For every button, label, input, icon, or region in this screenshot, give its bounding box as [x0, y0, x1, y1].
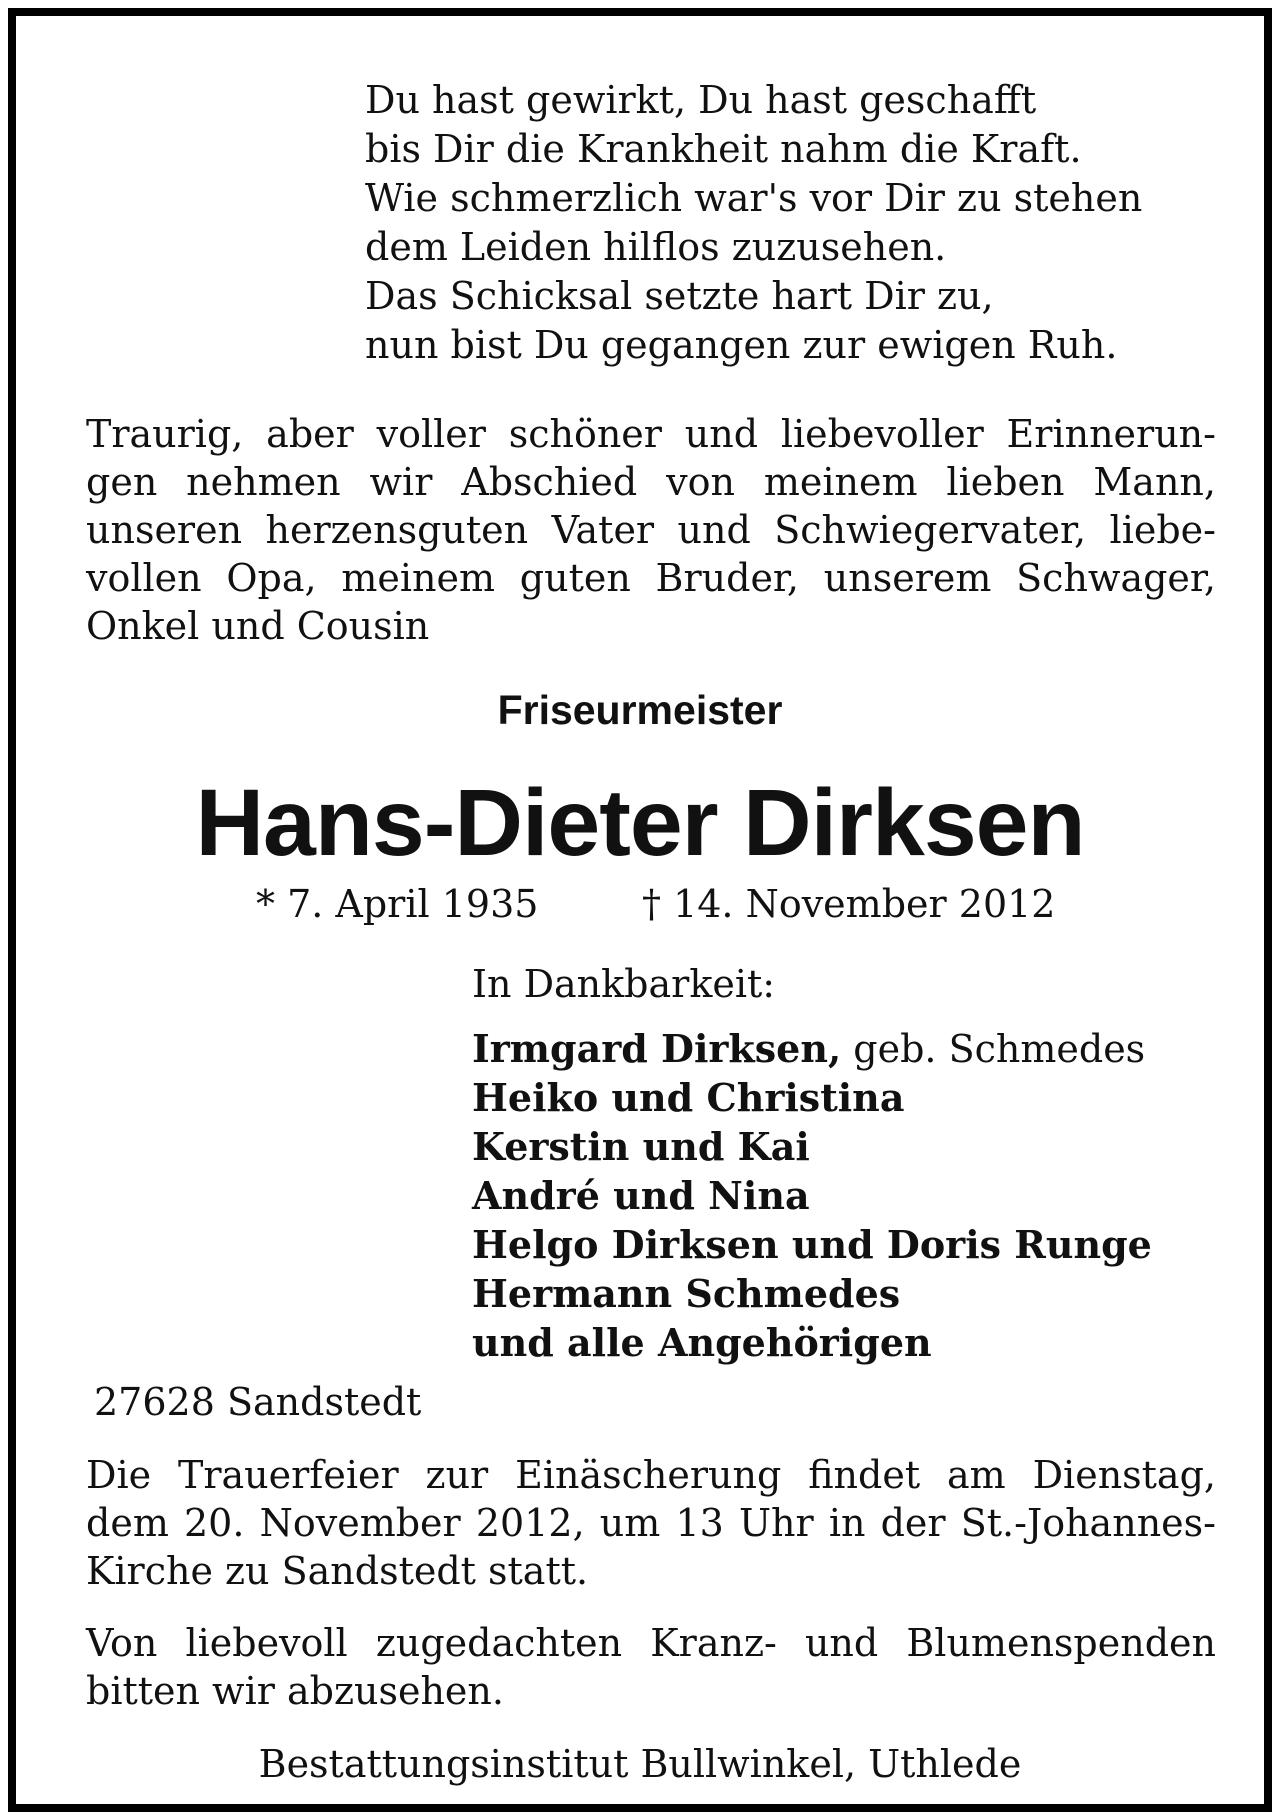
poem-line: Das Schicksal setzte hart Dir zu,	[365, 274, 994, 318]
mourner-entry: Helgo Dirksen und Doris Runge	[472, 1222, 1152, 1267]
poem-line: Wie schmerzlich war's vor Dir zu stehen	[365, 176, 1143, 220]
flowers-paragraph	[86, 1619, 1216, 1715]
funeral-home: Bestattungsinstitut Bullwinkel, Uthlede	[258, 1742, 1022, 1786]
obituary-notice	[8, 8, 1272, 1812]
mourner-entry: Heiko und Christina	[472, 1075, 905, 1120]
deceased-profession: Friseurmeister	[497, 687, 783, 733]
flowers-line: bitten wir abzusehen.	[86, 1669, 504, 1713]
mourner-entry: und alle Angehörigen	[472, 1320, 932, 1365]
memorial-poem	[365, 76, 1142, 370]
death-date: † 14. November 2012	[642, 882, 1056, 926]
intro-line: Traurig, aber voller schöner und liebevoller Erinnerun-	[86, 412, 1216, 456]
mourner-entry	[472, 1024, 1152, 1073]
mourner-entry: Kerstin und Kai	[472, 1124, 810, 1169]
funeral-line: dem 20. November 2012, um 13 Uhr in der St.-Johannes-	[86, 1501, 1216, 1545]
mourners-heading: In Dankbarkeit:	[472, 962, 776, 1006]
funeral-line: Die Trauerfeier zur Einäscherung findet am Dienstag,	[86, 1453, 1216, 1497]
poem-line: Du hast gewirkt, Du hast geschafft	[365, 78, 1037, 122]
funeral-line: Kirche zu Sandstedt statt.	[86, 1549, 589, 1593]
poem-line: dem Leiden hilflos zuzusehen.	[365, 225, 947, 269]
place-of-residence: 27628 Sandstedt	[94, 1380, 422, 1424]
birth-date: * 7. April 1935	[256, 882, 539, 926]
mourner-entry: Hermann Schmedes	[472, 1271, 901, 1316]
mourner-name: Irmgard Dirksen,	[472, 1026, 842, 1071]
intro-line: unseren herzensguten Vater und Schwiegervater, liebe-	[86, 508, 1216, 552]
intro-line: Onkel und Cousin	[86, 604, 430, 648]
poem-line: bis Dir die Krankheit nahm die Kraft.	[365, 127, 1082, 171]
mourners-list	[472, 1024, 1152, 1367]
flowers-line: Von liebevoll zugedachten Kranz- und Blumenspenden	[86, 1621, 1216, 1665]
mourner-entry: André und Nina	[472, 1173, 810, 1218]
deceased-name: Hans-Dieter Dirksen	[195, 770, 1085, 876]
intro-line: gen nehmen wir Abschied von meinem lieben Mann,	[86, 460, 1216, 504]
funeral-paragraph	[86, 1451, 1216, 1595]
intro-paragraph	[86, 410, 1216, 650]
poem-line: nun bist Du gegangen zur ewigen Ruh.	[365, 323, 1118, 367]
intro-line: vollen Opa, meinem guten Bruder, unserem Schwager,	[86, 556, 1216, 600]
mourner-maiden-name: geb. Schmedes	[841, 1027, 1146, 1071]
